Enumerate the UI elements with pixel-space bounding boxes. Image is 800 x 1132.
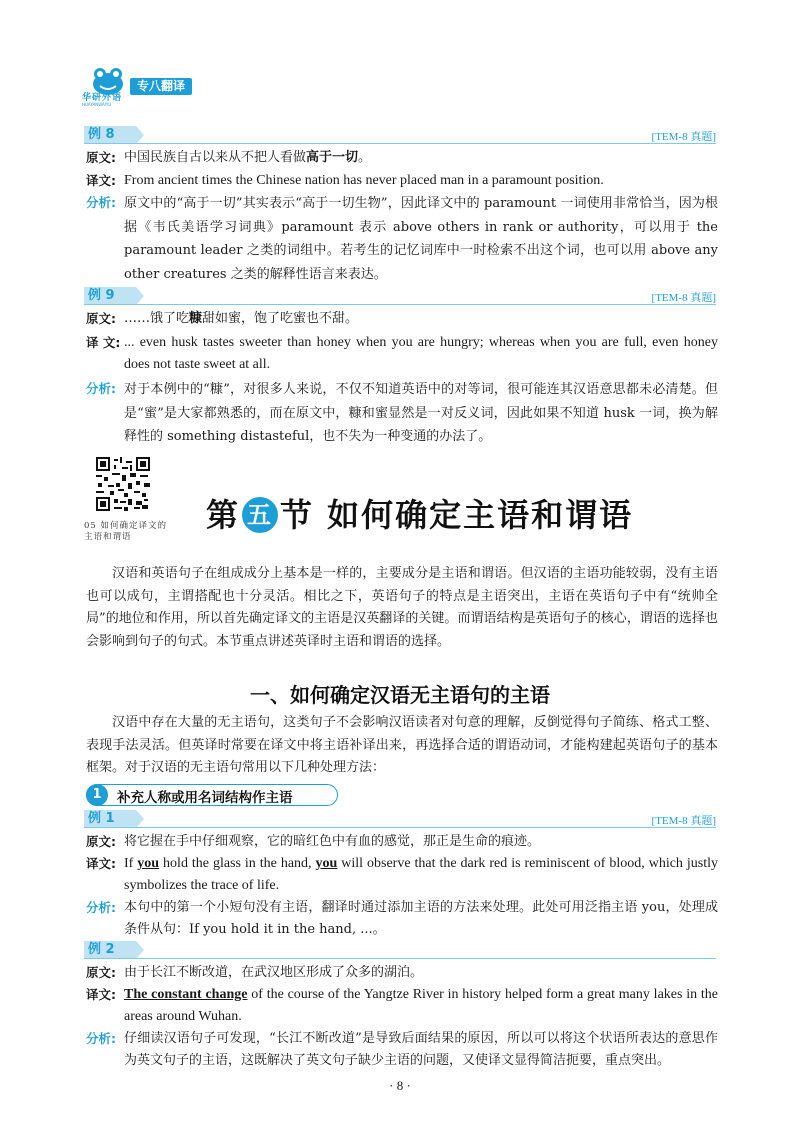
- analysis-row: [86, 378, 718, 448]
- example-label: 例 9: [84, 287, 136, 305]
- original-row: [86, 308, 718, 330]
- chapter-tag: 专八翻译: [130, 78, 192, 95]
- original-text: 中国民族自古以来从不把人看做高于一切。: [124, 150, 372, 165]
- analysis-row: [86, 1028, 718, 1072]
- translation-row: [86, 332, 718, 376]
- analysis-text: 仔细读汉语句子可发现，“长江不断改道”是导致后面结果的原因，所以可以将这个状语所表达的意思作为英文句子的主语，这既解决了英文句子缺少主语的问题，又使译文显得简洁扼要，重点突出。: [124, 1031, 718, 1068]
- translation-text: If you hold the glass in the hand, you will observe that the dark red is reminiscent of blood, which justly symbolizes the trace of life.: [124, 856, 719, 893]
- original-text: ……饿了吃糠甜如蜜，饱了吃蜜也不甜。: [124, 311, 359, 326]
- logo-subtext: HUAYANWAIYU: [82, 102, 112, 107]
- method-heading: [86, 784, 338, 806]
- translation-text: ... even husk tastes sweeter than honey when you are hungry; whereas when you are full, even honey does not taste sweet at all.: [124, 335, 718, 372]
- original-label: 原文:: [86, 965, 116, 980]
- analysis-text: 原文中的“高于一切”其实表示“高于一切生物”，因此译文中的 paramount 一词使用非常恰当，因为根据《韦氏美语学习词典》paramount 表示 above others in rank or authority，可以用于 the paramount leader 之类的词组中。若考生的记忆词库中一时检索不出这个词，也可以用 above any other creatures 之类的解释性语言来表达。: [124, 196, 718, 282]
- translation-row: [86, 853, 718, 897]
- example-source: [TEM-8 真题]: [651, 131, 716, 143]
- translation-row: [86, 984, 718, 1028]
- analysis-row: [86, 897, 718, 941]
- translation-label: 译文:: [86, 173, 116, 188]
- analysis-text: 对于本例中的“糠”，对很多人来说，不仅不知道英语中的对等词，很可能连其汉语意思都未必清楚。但是“蜜”是大家都熟悉的，而在原文中，糠和蜜显然是一对反义词，因此如果不知道 husk 一词，换为解释性的 something distasteful，也不失为一种变通的办法了。: [124, 382, 718, 444]
- example-label: 例 8: [84, 126, 136, 144]
- subsection-intro: 汉语中存在大量的无主语句，这类句子不会影响汉语读者对句意的理解，反倒觉得句子简练、格式工整、表现手法灵活。但英译时常要在译文中将主语补译出来，再选择合适的谓语动词，才能构建起英语句子的基本框架。对于汉语的无主语句常用以下几种处理方法：: [86, 715, 718, 775]
- example-source: [TEM-8 真题]: [651, 815, 716, 827]
- section-intro: 汉语和英语句子在组成成分上基本是一样的，主要成分是主语和谓语。但汉语的主语功能较弱，没有主语也可以成句，主谓搭配也十分灵活。相比之下，英语句子的特点是主语突出，主语在英语句子中有“统帅全局”的地位和作用，所以首先确定译文的主语是汉英翻译的关键。而谓语结构是英语句子的核心，谓语的选择也会影响到句子的句式。本节重点讲述英译时主语和谓语的选择。: [86, 566, 718, 649]
- example-label: 例 2: [84, 941, 136, 959]
- page-number: · 8 ·: [389, 1078, 411, 1093]
- original-label: 原文:: [86, 150, 116, 165]
- subsection-title: 一、如何确定汉语无主语句的主语: [250, 683, 550, 707]
- example-label: 例 1: [84, 810, 136, 828]
- translation-label: 译 文:: [86, 335, 121, 350]
- analysis-label: 分析:: [86, 381, 116, 396]
- method-title: 补充人称或用名词结构作主语: [117, 790, 293, 806]
- original-label: 原文:: [86, 834, 116, 849]
- section-title: 第 五 节 如何确定主语和谓语: [206, 496, 634, 534]
- translation-label: 译文:: [86, 987, 116, 1002]
- qr-code-icon[interactable]: [96, 457, 150, 511]
- example-header: [84, 126, 716, 144]
- divider: [84, 958, 716, 959]
- example-header: [84, 810, 716, 828]
- original-row: [86, 147, 718, 169]
- divider: [84, 304, 716, 305]
- analysis-label: 分析:: [86, 1031, 116, 1046]
- translation-text: From ancient times the Chinese nation has never placed man in a paramount position.: [124, 173, 604, 188]
- divider: [84, 143, 716, 144]
- example-header: [84, 287, 716, 305]
- translation-text: The constant change of the course of the Yangtze River in history helped form a great many lakes in the areas around Wuhan.: [124, 987, 718, 1024]
- divider: [84, 827, 716, 828]
- analysis-label: 分析:: [86, 195, 116, 210]
- qr-caption: 05 如何确定译文的主语和谓语: [84, 521, 168, 542]
- original-row: [86, 962, 718, 984]
- example-source: [TEM-8 真题]: [651, 292, 716, 304]
- original-text: 将它握在手中仔细观察，它的暗红色中有血的感觉，那正是生命的痕迹。: [124, 834, 541, 849]
- example-header: [84, 941, 716, 959]
- original-row: [86, 831, 718, 853]
- translation-label: 译文:: [86, 856, 116, 871]
- section-number-badge: 五: [242, 497, 278, 533]
- original-text: 由于长江不断改道，在武汉地区形成了众多的湖泊。: [124, 965, 424, 980]
- analysis-label: 分析:: [86, 900, 116, 915]
- method-number-badge: 1: [86, 784, 108, 806]
- translation-row: [86, 170, 718, 192]
- original-label: 原文:: [86, 311, 116, 326]
- analysis-text: 本句中的第一个小短句没有主语，翻译时通过添加主语的方法来处理。此处可用泛指主语 you，处理成条件从句：If you hold it in the hand, ...。: [124, 900, 718, 937]
- analysis-row: [86, 192, 718, 280]
- logo-text: 华研外语: [82, 93, 123, 103]
